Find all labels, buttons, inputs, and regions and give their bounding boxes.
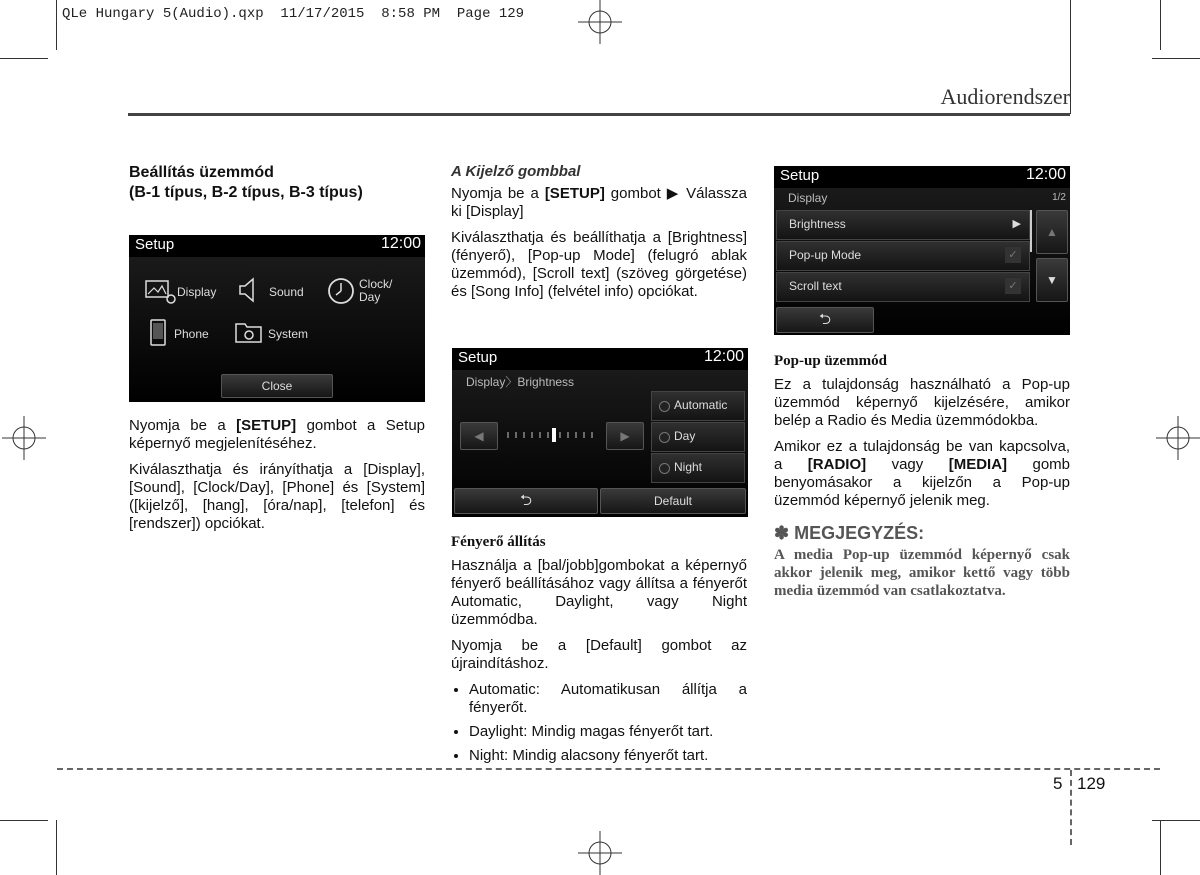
margin-line: [1070, 0, 1071, 114]
menu-system[interactable]: System: [268, 327, 309, 341]
row-popup-mode[interactable]: Pop-up Mode ✓: [776, 241, 1030, 271]
menu-clock-day[interactable]: Clock/ Day: [359, 277, 393, 304]
crop-mark: [1152, 820, 1200, 821]
screen-title: Setup: [780, 167, 820, 184]
paragraph: Kiválaszthatja és beállíthatja a [Brightness] (fényerő), [Pop-up Mode] (felugró ablak üzemmód), [Scroll text] (szöveg görgetése) és [Song Info] (felvétel info) opciókat.: [451, 229, 747, 300]
page-number: 129: [1077, 774, 1106, 793]
back-button[interactable]: ⮌: [776, 307, 874, 333]
note-text: A media Pop-up üzemmód képernyő csak akkor jelenik meg, amikor kettő vagy több media üzemmód van csatlakoztatva.: [774, 547, 1070, 599]
slider-ticks: [504, 427, 600, 443]
chapter-number: 5: [1053, 774, 1063, 793]
brightness-screen: [452, 348, 748, 517]
left-arrow-button[interactable]: ◀: [460, 422, 498, 450]
crop-mark: [56, 820, 57, 875]
close-button[interactable]: Close: [221, 374, 333, 398]
heading-popup-mode: Pop-up üzemmód: [774, 353, 887, 369]
display-icon[interactable]: [145, 279, 177, 305]
registration-mark-bottom: [578, 831, 622, 875]
option-automatic[interactable]: Automatic: [651, 391, 745, 421]
paragraph: Használja a [bal/jobb]gombokat a képernyő fényerő beállításához vagy állítsa a fényerőt Automatic, Daylight, vagy Night üzemmódba.: [451, 557, 747, 628]
page-number-divider: [1070, 770, 1072, 845]
column-1-text: [129, 417, 425, 541]
registration-mark-top: [578, 0, 622, 44]
brightness-slider[interactable]: [504, 427, 600, 443]
header-rule: [128, 113, 1070, 116]
menu-display[interactable]: Display: [177, 285, 217, 299]
crop-mark: [1160, 0, 1161, 50]
scroll-up-button[interactable]: ▲: [1036, 210, 1068, 254]
footer-divider: [57, 768, 1160, 770]
radio-icon: [659, 401, 670, 412]
screen-title: Setup: [135, 236, 175, 253]
screen-title: Setup: [458, 349, 498, 366]
system-icon[interactable]: [235, 320, 263, 344]
right-arrow-button[interactable]: ▶: [606, 422, 644, 450]
registration-mark-left: [2, 416, 46, 460]
option-day[interactable]: Day: [651, 422, 745, 452]
screen-time: 12:00: [703, 348, 744, 365]
list-item: • Automatic: Automatikusan állítja a fényerőt.: [469, 681, 747, 717]
list-item: • Night: Mindig alacsony fényerőt tart.: [469, 747, 747, 765]
paragraph: Ez a tulajdonság használható a Pop-up üzemmód képernyő kijelzésére, amikor belép a Radio és Media üzemmódokba.: [774, 376, 1070, 429]
paragraph: Nyomja be a [SETUP] gombot ▶ Válassza ki [Display]: [451, 185, 747, 220]
crop-mark: [0, 820, 48, 821]
heading-types: (B-1 típus, B-2 típus, B-3 típus): [129, 184, 363, 201]
bullet-list: [451, 681, 747, 765]
heading-display-button: A Kijelző gombbal: [451, 163, 581, 180]
paragraph: Amikor ez a tulajdonság be van kapcsolva, a [RADIO] vagy [MEDIA] gomb benyomásakor a kijelzőn a Pop-up üzemmód képernyő jelenik meg.: [774, 438, 1070, 509]
display-screen: [774, 166, 1070, 335]
registration-mark-right: [1156, 416, 1200, 460]
radio-icon: [659, 432, 670, 443]
menu-sound[interactable]: Sound: [269, 285, 304, 299]
row-brightness[interactable]: Brightness ▶: [776, 210, 1030, 240]
paragraph: Kiválaszthatja és irányíthatja a [Display], [Sound], [Clock/Day], [Phone] és [System] ([kijelző], [hang], [óra/nap], [telefon] és [rendszer]) opciókat.: [129, 461, 425, 532]
column-2: [451, 163, 747, 309]
setup-screen: [129, 235, 425, 402]
row-scroll-text[interactable]: Scroll text ✓: [776, 272, 1030, 302]
back-button[interactable]: ⮌: [454, 488, 598, 514]
screen-time: 12:00: [380, 235, 421, 252]
paragraph: Nyomja be a [Default] gombot az újraindításhoz.: [451, 637, 747, 672]
scroll-down-button[interactable]: ▼: [1036, 258, 1068, 302]
crop-mark: [56, 0, 57, 50]
checkbox-icon[interactable]: ✓: [1005, 247, 1021, 263]
radio-icon: [659, 463, 670, 474]
option-night[interactable]: Night: [651, 453, 745, 483]
menu-phone[interactable]: Phone: [174, 327, 209, 341]
column-1: [129, 163, 425, 203]
crop-mark: [1152, 58, 1200, 59]
section-title: Audiorendszer: [940, 84, 1070, 109]
speaker-icon[interactable]: [237, 277, 261, 303]
checkbox-icon[interactable]: ✓: [1005, 278, 1021, 294]
print-header: QLe Hungary 5(Audio).qxp 11/17/2015 8:58 PM Page 129: [62, 6, 525, 22]
default-button[interactable]: Default: [600, 488, 746, 514]
clock-icon[interactable]: [326, 276, 356, 306]
note-title: ✽ MEGJEGYZÉS:: [774, 523, 925, 543]
breadcrumb: Display〉Brightness: [466, 375, 575, 389]
crop-mark: [0, 58, 48, 59]
heading-setup-mode: Beállítás üzemmód: [129, 164, 274, 181]
screen-subtitle: Display: [788, 191, 828, 205]
crop-mark: [1160, 820, 1161, 875]
chevron-right-icon: ▶: [1012, 218, 1021, 230]
column-2-text: [451, 533, 747, 771]
list-item: • Daylight: Mindig magas fényerőt tart.: [469, 723, 747, 741]
phone-icon[interactable]: [148, 319, 168, 347]
heading-brightness: Fényerő állítás: [451, 534, 546, 550]
screen-time: 12:00: [1025, 166, 1066, 183]
paragraph: Nyomja be a [SETUP] gombot a Setup képernyő megjelenítéséhez.: [129, 417, 426, 452]
scrollbar[interactable]: [1030, 210, 1032, 252]
page-indicator: 1/2: [1052, 192, 1066, 203]
column-3-text: [774, 352, 1070, 600]
